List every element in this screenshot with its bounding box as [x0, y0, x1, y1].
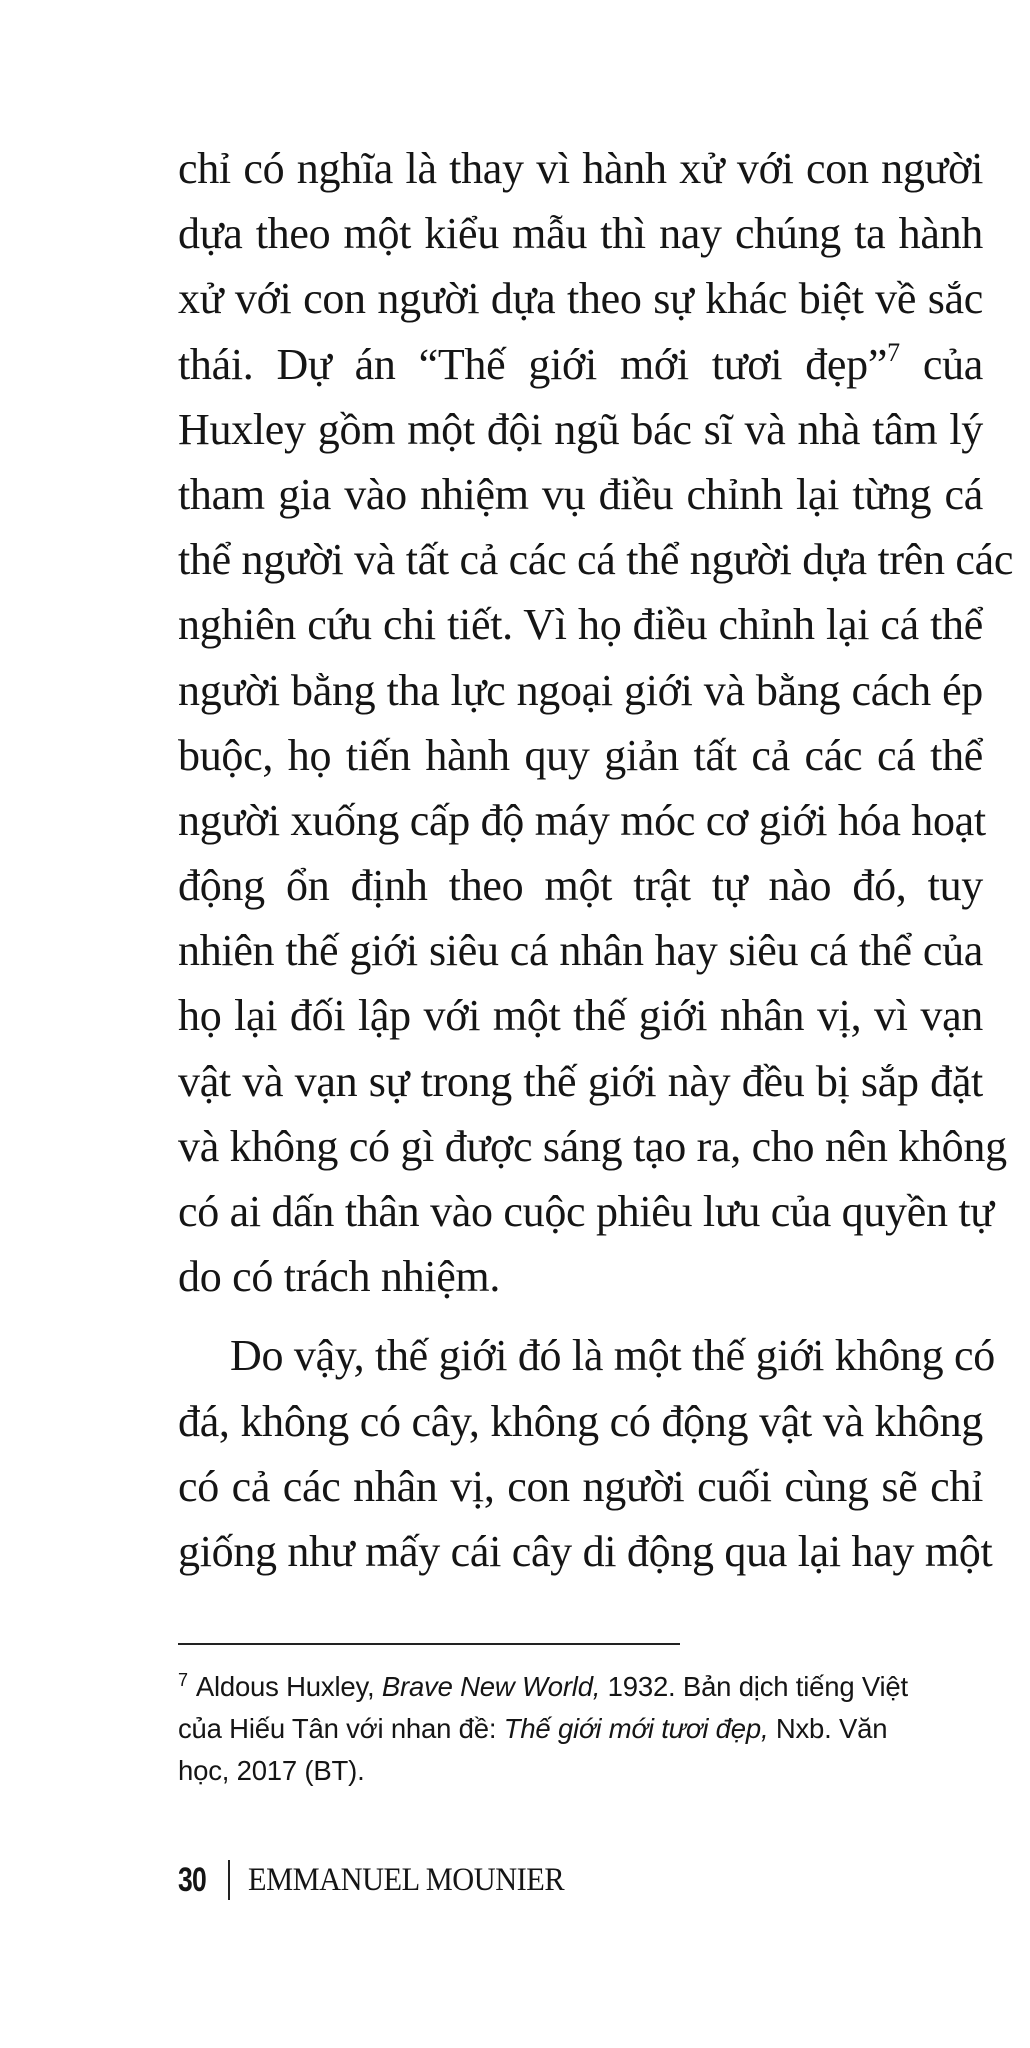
paragraph-1 [178, 136, 1014, 1309]
text-line: nghiên cứu chi tiết. Vì họ điều chỉnh lại cá thể [178, 600, 983, 650]
page-number: 30 [178, 1860, 206, 1899]
paragraph-2 [178, 1323, 995, 1584]
footnote-divider [178, 1643, 680, 1645]
text-line: do có trách nhiệm. [178, 1252, 501, 1302]
author-name: EMMANUEL MOUNIER [248, 1861, 565, 1898]
footnote-line [178, 1666, 983, 1708]
text-line: và không có gì được sáng tạo ra, cho nên không [178, 1121, 1007, 1171]
footnote-title-en: Brave New World, [381, 1671, 601, 1702]
text-line: chỉ có nghĩa là thay vì hành xử với con người [178, 144, 983, 193]
text-line: vật và vạn sự trong thế giới này đều bị sắp đặt [178, 1056, 983, 1106]
body-text [178, 136, 1014, 1584]
text-line: người bằng tha lực ngoại giới và bằng cách ép [178, 665, 983, 715]
footnote-reference[interactable]: 7 [887, 337, 900, 367]
footnote-title-vi: Thế giới mới tươi đẹp, [503, 1713, 769, 1744]
text-line: xử với con người dựa theo sự khác biệt về sắc [178, 274, 983, 324]
text-line: đá, không có cây, không có động vật và không [178, 1396, 983, 1446]
footnote-text: Aldous Huxley, [195, 1671, 382, 1702]
running-footer [178, 1855, 592, 1905]
text-line: thể người và tất cả các cá thể người dựa trên các [178, 535, 1014, 585]
text-line: tham gia vào nhiệm vụ điều chỉnh lại từng cá [178, 469, 983, 519]
text-line: dựa theo một kiểu mẫu thì nay chúng ta hành [178, 209, 983, 259]
text-line: Huxley gồm một đội ngũ bác sĩ và nhà tâm lý [178, 404, 983, 454]
text-line: giống như mấy cái cây di động qua lại hay một [178, 1526, 993, 1576]
footnote-line [178, 1708, 983, 1750]
text-line: Do vậy, thế giới đó là một thế giới không có [230, 1331, 995, 1381]
text-line: có cả các nhân vị, con người cuối cùng sẽ chỉ [178, 1461, 983, 1511]
footnote-text: Nxb. Văn [768, 1713, 888, 1744]
footnote-marker: 7 [178, 1669, 188, 1690]
text-segment: thái. Dự án “Thế giới mới tươi đẹp” [178, 339, 888, 389]
footnote-text: 1932. Bản dịch tiếng Việt [600, 1671, 908, 1702]
paragraph-gap [178, 1309, 983, 1323]
footnote-text: của Hiếu Tân với nhan đề: [178, 1713, 504, 1744]
text-segment: của [899, 339, 984, 389]
footnote [178, 1666, 983, 1792]
text-line: nhiên thế giới siêu cá nhân hay siêu cá thể của [178, 926, 983, 976]
text-line: người xuống cấp độ máy móc cơ giới hóa hoạt [178, 795, 986, 845]
text-line: buộc, họ tiến hành quy giản tất cả các cá thể [178, 730, 983, 780]
footer-separator [228, 1860, 230, 1900]
text-line: họ lại đối lập với một thế giới nhân vị, vì vạn [178, 991, 983, 1041]
text-line-with-footnote-ref [178, 332, 983, 397]
text-line: động ổn định theo một trật tự nào đó, tuy [178, 861, 983, 911]
footnote-line: học, 2017 (BT). [178, 1755, 365, 1786]
text-line: có ai dấn thân vào cuộc phiêu lưu của quyền tự [178, 1187, 994, 1236]
